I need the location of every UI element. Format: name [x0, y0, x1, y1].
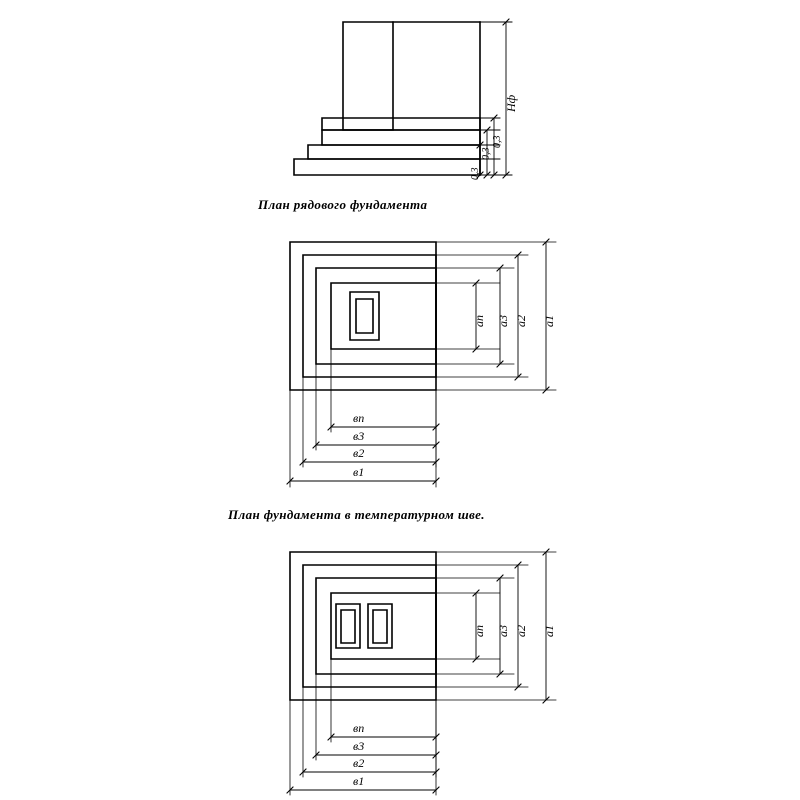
plan1-label-a1: а1: [542, 315, 556, 327]
label-total-height: Нф: [504, 94, 518, 112]
pedestal-cap: [322, 118, 480, 130]
plan2-socket-left-inner: [341, 610, 355, 643]
plan1-label-a2: а2: [514, 315, 528, 327]
caption-plan-joint: План фундамента в температурном шве.: [228, 507, 485, 522]
plan2-rect-2: [303, 565, 436, 687]
plan1-label-bp: вп: [353, 411, 365, 425]
plan2-pedestal-rect: [331, 593, 436, 659]
step-1: [294, 159, 480, 175]
label-step-2: 0,3: [481, 147, 492, 160]
plan1-socket-inner: [356, 299, 373, 333]
plan1-label-b1: в1: [353, 465, 365, 479]
plan2-label-a2: а2: [514, 625, 528, 637]
step-3: [322, 130, 480, 145]
plan1-label-a3: а3: [496, 315, 510, 327]
plan2-label-b1: в1: [353, 774, 365, 788]
plan1-outer-rect: [290, 242, 436, 390]
plan2-label-b2: в2: [353, 756, 365, 770]
plan2-label-a1: а1: [542, 625, 556, 637]
plan1-pedestal-rect: [331, 283, 436, 349]
label-step-1: 0,3: [470, 167, 481, 180]
plan1-label-ap: ап: [472, 315, 486, 327]
plan2-label-b3: в3: [353, 739, 365, 753]
step-2: [308, 145, 480, 159]
column-shaft: [343, 22, 393, 130]
plan1-label-b2: в2: [353, 446, 365, 460]
plan2-label-a3: а3: [496, 625, 510, 637]
plan2-outer-rect: [290, 552, 436, 700]
plan1-rect-2: [303, 255, 436, 377]
plan2-socket-right-inner: [373, 610, 387, 643]
label-step-3: 0,3: [492, 135, 503, 148]
caption-plan-row: План рядового фундамента: [258, 197, 428, 212]
plan2-label-bp: вп: [353, 721, 365, 735]
plan2-label-ap: ап: [472, 625, 486, 637]
plan1-label-b3: в3: [353, 429, 365, 443]
